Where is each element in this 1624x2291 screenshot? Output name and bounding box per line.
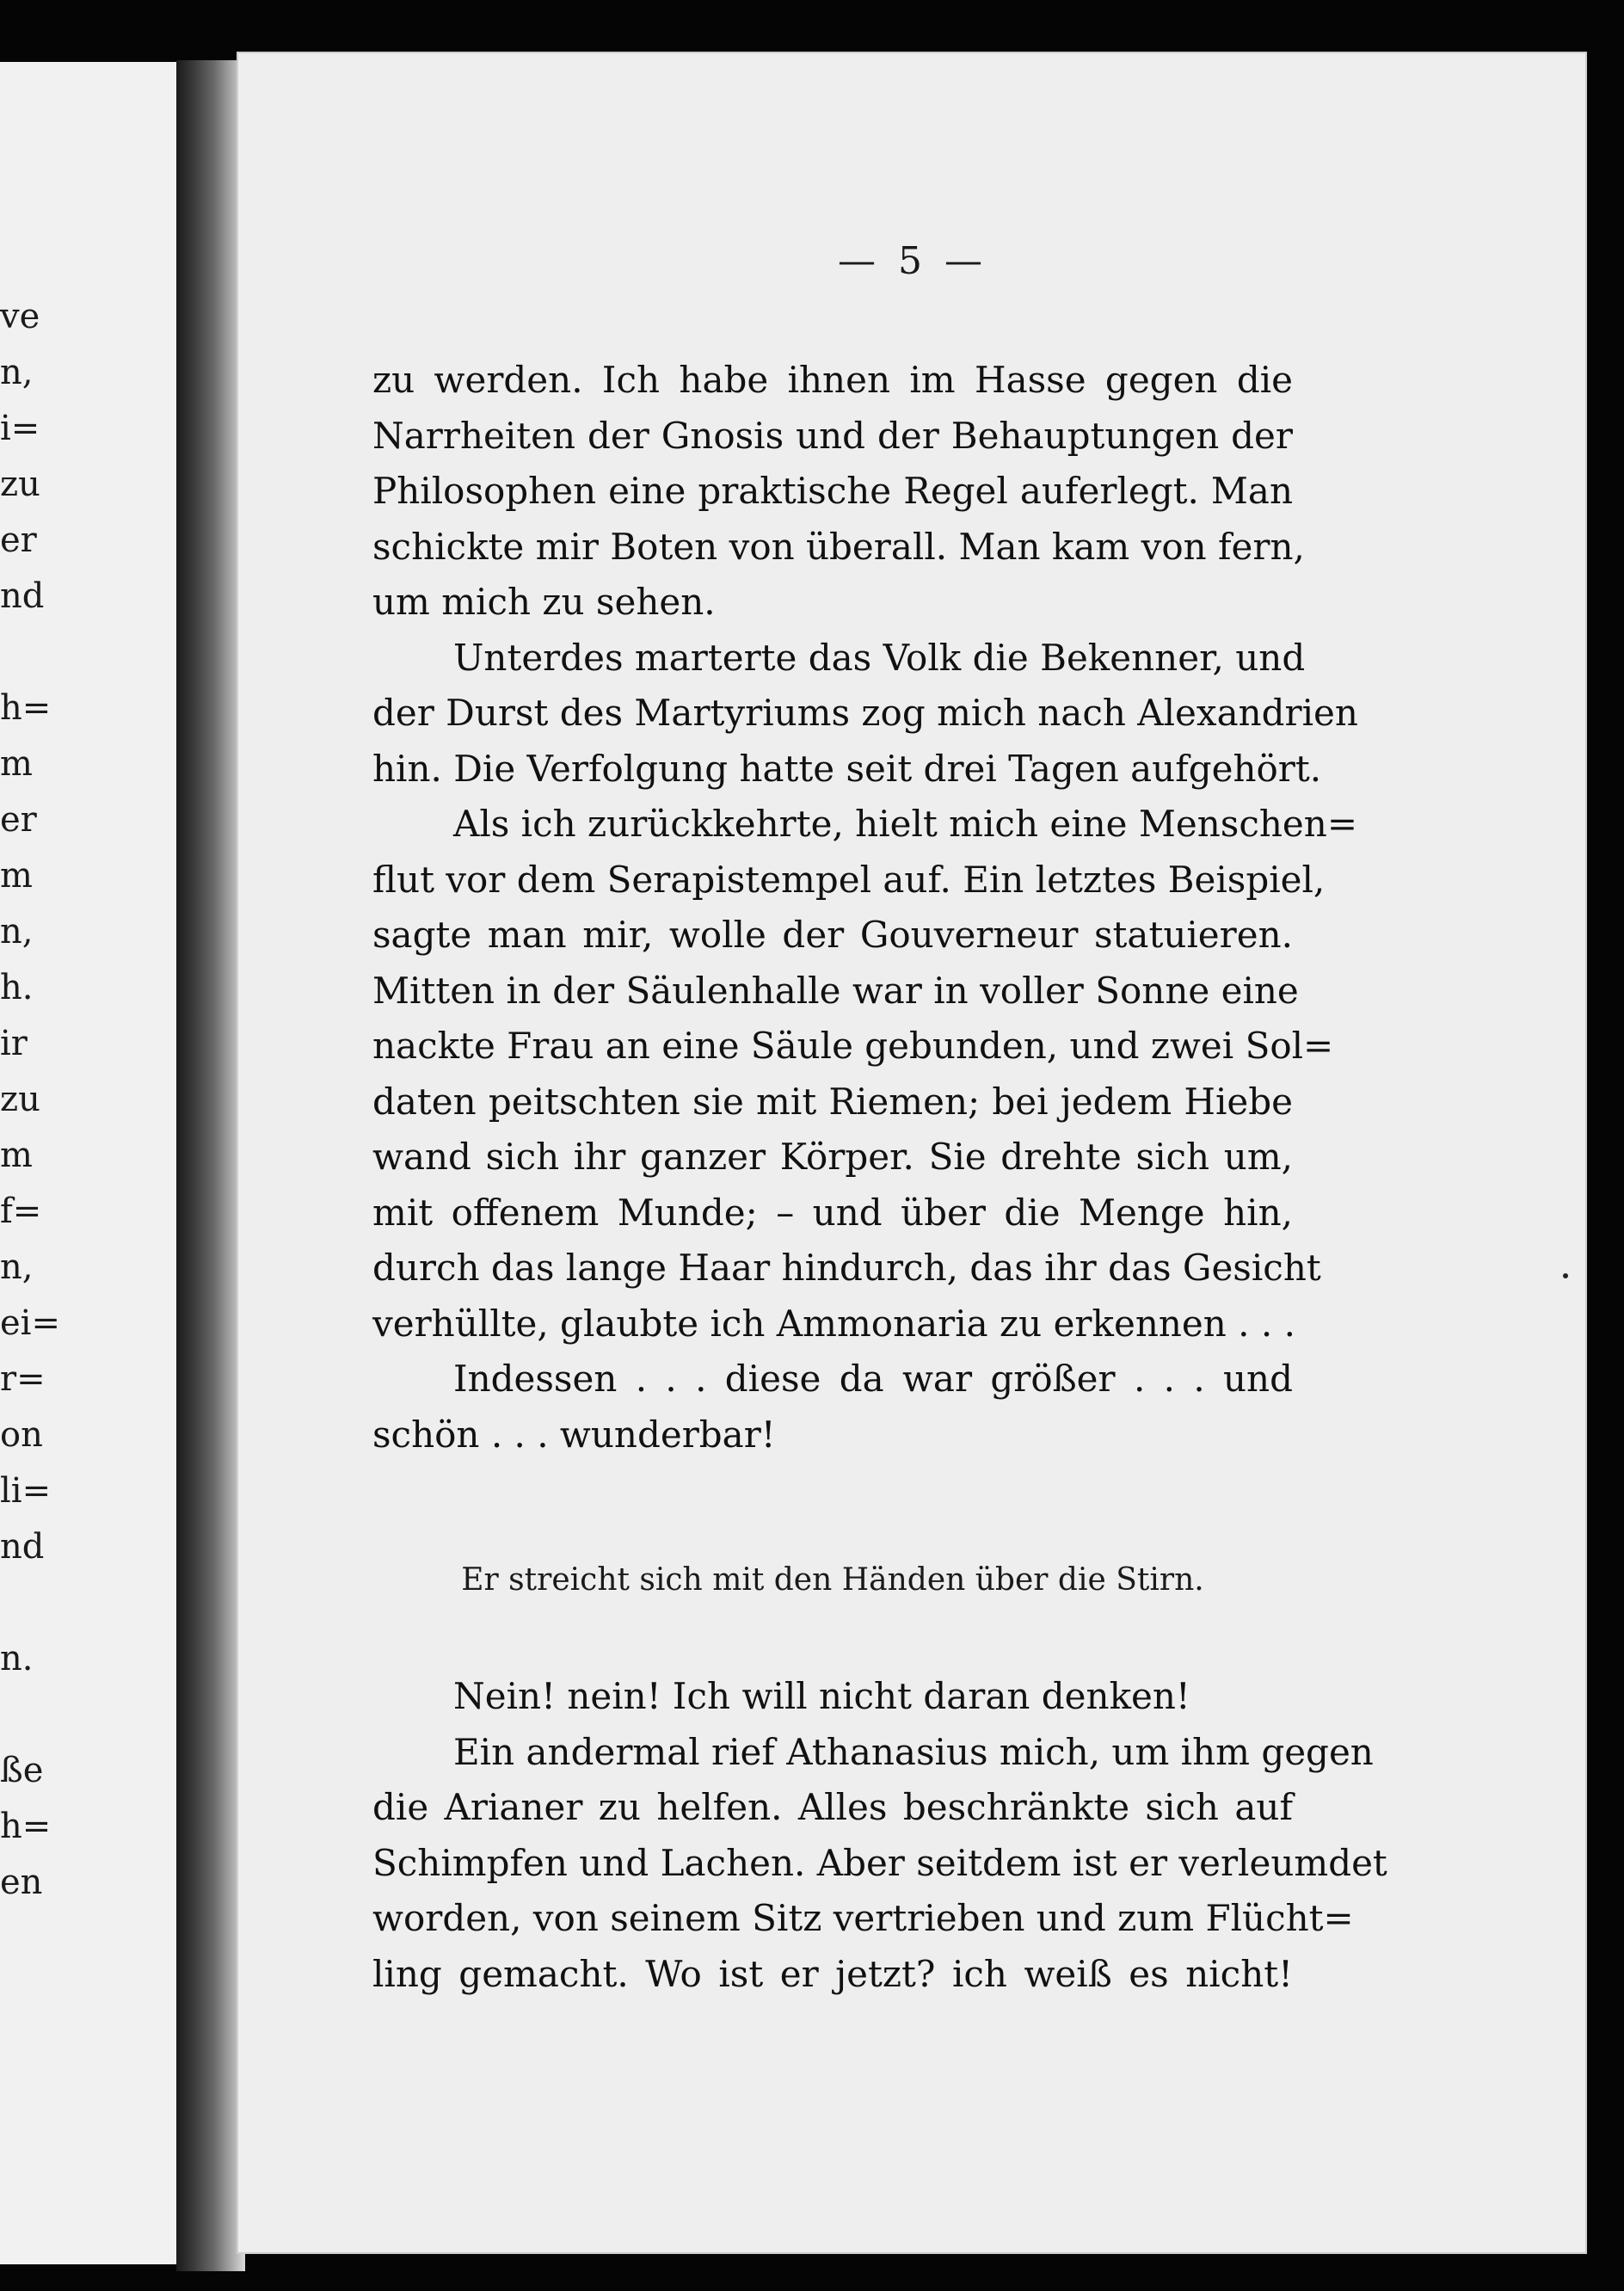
left-page-fragment: zu (0, 465, 40, 504)
text-line: um mich zu sehen. (372, 581, 716, 623)
text-line: Unterdes marterte das Volk die Bekenner, und (453, 636, 1306, 679)
scan-speck (1563, 1273, 1568, 1278)
text-line: Schimpfen und Lachen. Aber seitdem ist er verleumdet (372, 1841, 1387, 1884)
left-page-fragment: er (0, 520, 37, 560)
stage-direction: Er streicht sich mit den Händen über die Stirn. (461, 1562, 1204, 1598)
left-page-fragment: i= (0, 409, 40, 448)
left-page-fragment: m (0, 744, 33, 784)
text-line: Narrheiten der Gnosis und der Behauptungen der (372, 414, 1293, 457)
left-page-fragment: h= (0, 1807, 52, 1846)
text-line: schön . . . wunderbar! (372, 1413, 776, 1456)
main-page (237, 52, 1587, 2254)
text-line: Philosophen eine praktische Regel auferlegt. Man (372, 470, 1293, 512)
text-line: mit offenem Munde; – und über die Menge hin, (372, 1191, 1293, 1234)
left-page-fragment: n. (0, 1639, 34, 1678)
page-number-header (237, 239, 1587, 283)
text-line: ling gemacht. Wo ist er jetzt? ich weiß es nicht! (372, 1952, 1293, 1995)
left-page-fragment: ße (0, 1751, 44, 1790)
text-line: Nein! nein! Ich will nicht daran denken! (453, 1675, 1190, 1717)
left-page-fragment: h= (0, 688, 52, 728)
header-dash-right: — (944, 239, 986, 283)
text-line: zu werden. Ich habe ihnen im Hasse gegen die (372, 359, 1293, 401)
text-line: Als ich zurückkehrte, hielt mich eine Menschen= (453, 803, 1358, 845)
left-page-fragment: m (0, 1136, 33, 1175)
left-page-fragment: ve (0, 297, 40, 336)
left-page-fragment: h. (0, 968, 34, 1007)
text-line: Mitten in der Säulenhalle war in voller Sonne eine (372, 969, 1299, 1012)
left-page-fragment: r= (0, 1359, 46, 1399)
left-page-fragment: li= (0, 1471, 52, 1511)
left-page-fragment: on (0, 1415, 43, 1455)
left-page-fragment: zu (0, 1080, 40, 1119)
text-line: Ein andermal rief Athanasius mich, um ihm gegen (453, 1730, 1374, 1773)
text-line: verhüllte, glaubte ich Ammonaria zu erkennen . . . (372, 1302, 1295, 1345)
left-page-fragment: n, (0, 912, 34, 952)
page-number: 5 (898, 239, 926, 283)
text-line: durch das lange Haar hindurch, das ihr das Gesicht (372, 1247, 1321, 1289)
text-line: hin. Die Verfolgung hatte seit drei Tagen aufgehört. (372, 747, 1322, 790)
left-page-fragment: ir (0, 1024, 28, 1063)
text-line: sagte man mir, wolle der Gouverneur statuieren. (372, 914, 1293, 956)
left-page-fragment: n, (0, 353, 34, 392)
text-line: schickte mir Boten von überall. Man kam von fern, (372, 525, 1305, 568)
binding-gutter-shadow (176, 60, 245, 2271)
text-line: flut vor dem Serapistempel auf. Ein letztes Beispiel, (372, 858, 1326, 901)
text-line: daten peitschten sie mit Riemen; bei jedem Hiebe (372, 1080, 1293, 1123)
left-page-fragment: en (0, 1863, 43, 1902)
text-line: Indessen . . . diese da war größer . . . und (453, 1358, 1293, 1400)
left-page-fragment: nd (0, 1527, 45, 1567)
paragraph-two (372, 1669, 1387, 2002)
text-line: worden, von seinem Sitz vertrieben und zum Flücht= (372, 1897, 1354, 1939)
left-page-fragment: er (0, 800, 37, 840)
left-page-fragment: m (0, 856, 33, 896)
left-facing-page (0, 62, 185, 2264)
header-dash-left: — (838, 239, 879, 283)
left-page-fragment: nd (0, 576, 45, 616)
left-page-fragment: n, (0, 1247, 34, 1287)
left-page-fragment: ei= (0, 1303, 60, 1343)
left-page-fragment: f= (0, 1192, 42, 1231)
paragraph-one (372, 353, 1358, 1598)
text-line: die Arianer zu helfen. Alles beschränkte sich auf (372, 1786, 1293, 1828)
text-line: nackte Frau an eine Säule gebunden, und zwei Sol= (372, 1025, 1334, 1067)
text-line: der Durst des Martyriums zog mich nach Alexandrien (372, 692, 1358, 734)
text-line: wand sich ihr ganzer Körper. Sie drehte sich um, (372, 1136, 1293, 1178)
